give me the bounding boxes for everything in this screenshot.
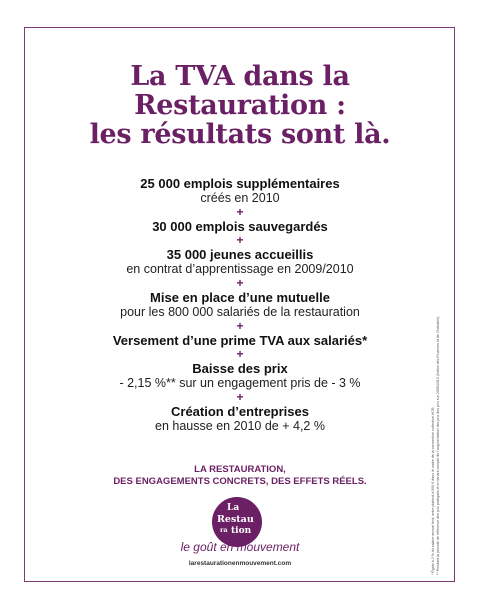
result-item-bonus <box>0 333 480 348</box>
plus-separator: + <box>236 390 244 404</box>
plus-separator: + <box>236 233 244 247</box>
footnote-1: * Égale à 2 % du salaire annuel brut, entre plafond à 500 € dans le cadre de la convention collective HCR. <box>431 406 435 575</box>
headline-line-2: Restauration : <box>134 90 346 121</box>
result-subtext: créés en 2010 <box>200 191 280 205</box>
footnotes <box>431 135 441 575</box>
slogan <box>0 464 480 488</box>
result-headline: 25 000 emplois supplémentaires <box>140 176 340 191</box>
result-item-business-creation <box>0 404 480 434</box>
tagline: le goût en mouvement <box>180 540 300 554</box>
plus-separator: + <box>236 205 244 219</box>
results-list <box>0 176 480 434</box>
result-subtext: en contrat d’apprentissage en 2009/2010 <box>126 262 354 276</box>
result-headline: 30 000 emplois sauvegardés <box>152 219 328 234</box>
headline-line-1: La TVA dans la <box>130 61 350 92</box>
result-item-jobs-created <box>0 176 480 206</box>
slogan-line-2: DES ENGAGEMENTS CONCRETS, DES EFFETS RÉELS. <box>113 476 367 487</box>
logo-text-tion: tion <box>231 526 252 536</box>
result-subtext: en hausse en 2010 de + 4,2 % <box>155 419 325 433</box>
logo-text-ra: ra <box>220 526 228 534</box>
result-item-apprentices <box>0 247 480 277</box>
logo-text-la: La <box>227 503 240 513</box>
result-item-jobs-saved <box>0 219 480 234</box>
plus-separator: + <box>236 347 244 361</box>
headline <box>0 62 480 149</box>
result-item-mutual-insurance <box>0 290 480 320</box>
footnote-2: ** Pendant la période de référence des prix pratiqués et en tenant compte de l’augmentation des prix des prix sur 2009/2010 (Indice des Finances et de l’Industrie). <box>436 315 440 575</box>
plus-separator: + <box>236 319 244 333</box>
result-headline: Création d’entreprises <box>171 404 309 419</box>
result-subtext: pour les 800 000 salariés de la restauration <box>120 305 360 319</box>
result-headline: Versement d’une prime TVA aux salariés* <box>112 333 368 348</box>
result-item-price-drop <box>0 361 480 391</box>
result-headline: 35 000 jeunes accueillis <box>166 247 314 262</box>
plus-separator: + <box>236 276 244 290</box>
result-headline: Baisse des prix <box>192 361 288 376</box>
result-subtext: - 2,15 %** sur un engagement pris de - 3 % <box>119 376 361 390</box>
logo-text-restau: Restau <box>217 514 254 525</box>
website-link[interactable]: larestaurationenmouvement.com <box>188 560 292 567</box>
slogan-line-1: LA RESTAURATION, <box>194 464 286 475</box>
headline-line-3: les résultats sont là. <box>89 119 391 150</box>
result-headline: Mise en place d’une mutuelle <box>150 290 330 305</box>
